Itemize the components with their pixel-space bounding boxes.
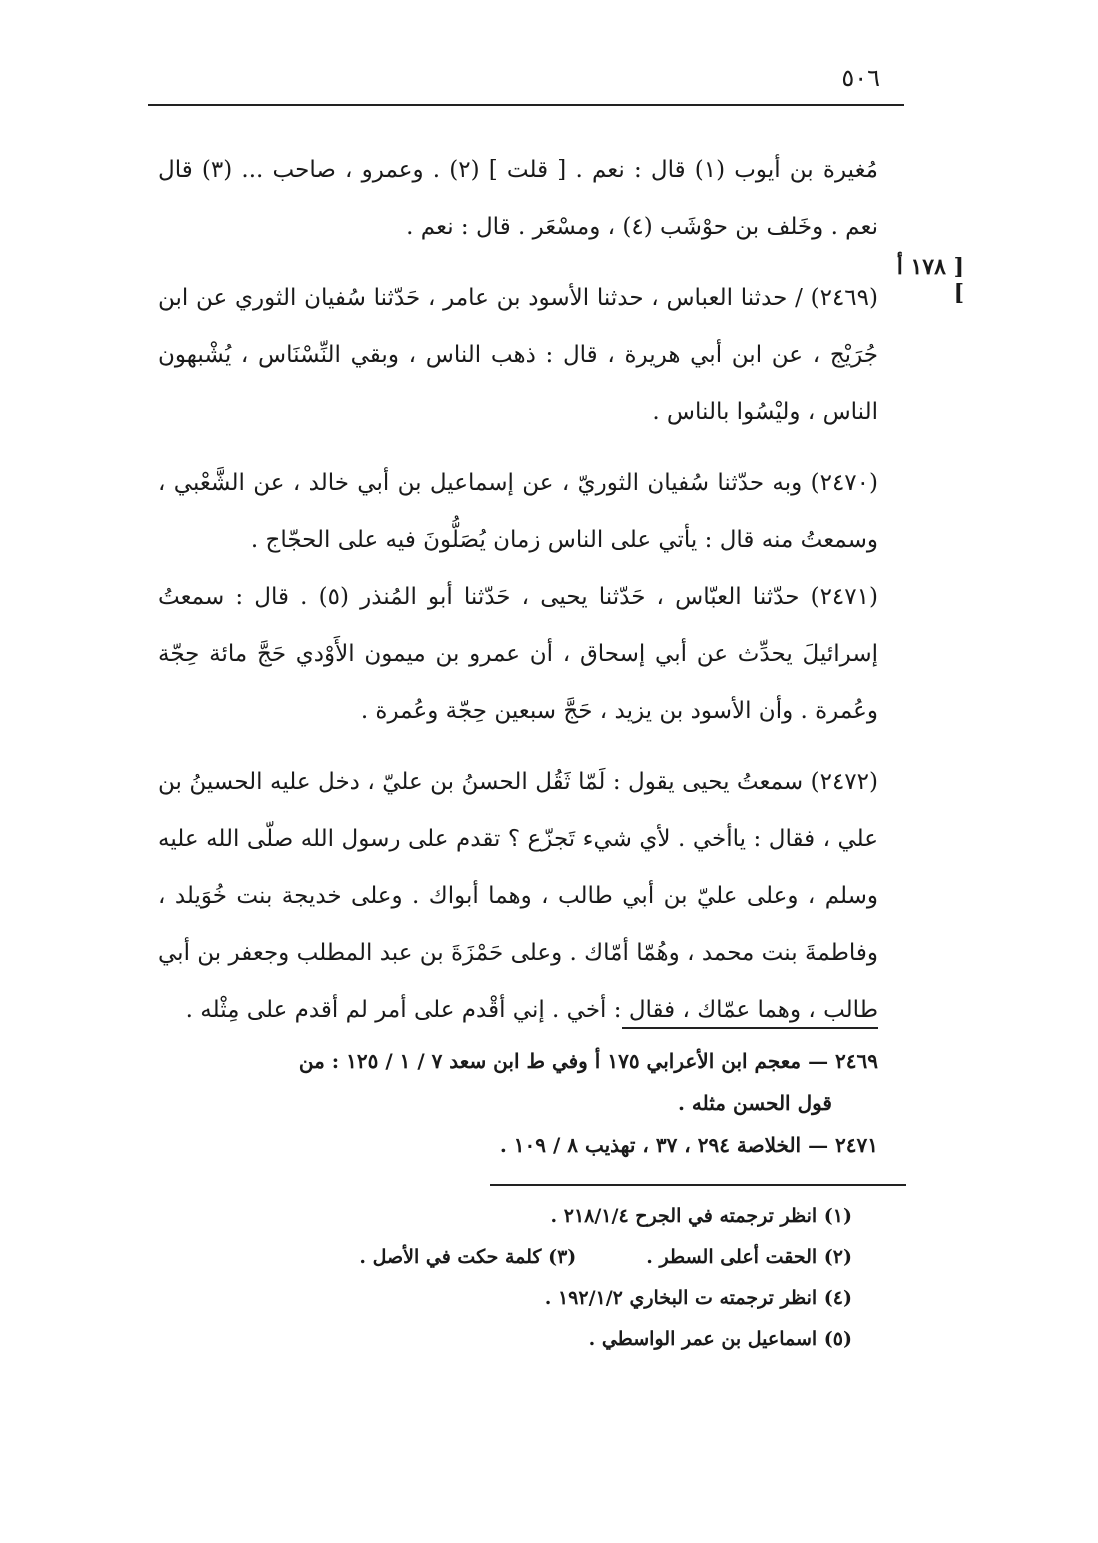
source-line: قول الحسن مثله .: [678, 1091, 832, 1115]
paragraph-2469: (٢٤٦٩) / حدثنا العباس ، حدثنا الأسود بن عامر ، حَدّثنا سُفيان الثوري عن ابن جُرَيْج ، عن ابن أبي هريرة ، قال : ذهب الناس ، وبقي النِّسْنَاس ، يُشْبهون الناس ، وليْسُوا بالناس .: [158, 285, 878, 425]
footnote-1: (١) انظر ترجمته في الجرح ٢١٨/١/٤ .: [550, 1205, 852, 1227]
footnote-2: (٢) الحقت أعلى السطر .: [646, 1246, 852, 1268]
paragraph-2470: (٢٤٧٠) وبه حدّثنا سُفيان الثوريّ ، عن إسماعيل بن أبي خالد ، عن الشَّعْبي ، وسمعتُ منه قال : يأتي على الناس زمان يُصَلُّونَ فيه على الحجّاج .: [158, 470, 878, 553]
footnotes-rule: [490, 1184, 906, 1186]
paragraph-2472: (٢٤٧٢) سمعتُ يحيى يقول : لَمّا ثَقُل الحسنُ بن عليّ ، دخل عليه الحسينُ بن علي ، فقال : ياأخي . لأي شيء تَجزّع ؟ تقدم على رسول الله صلّى الله عليه وسلم ، وعلى عليّ بن أبي طالب ، وهما أبواك . وعلى خديجة بنت خُوَيلد ، وفاطمةَ بنت محمد ، وهُمّا أمّاك . وعلى حَمْزَةَ بن عبد المطلب وجعفر بن أبي طالب ، وهما عمّاك ، فقال : أخي . إني أقْدم على أمر لم أقدم على مِثْله .: [158, 769, 878, 1023]
footnote-4: (٤) انظر ترجمته ت البخاري ١٩٢/١/٢ .: [544, 1287, 852, 1309]
footnote-5: (٥) اسماعيل بن عمر الواسطي .: [588, 1328, 852, 1350]
footnote-3: (٣) كلمة حكت في الأصل .: [359, 1246, 577, 1268]
header-rule: [148, 104, 904, 106]
sources-rule: [622, 1027, 878, 1029]
footnotes: [200, 1196, 852, 1360]
paragraph-continuation: مُغيرة بن أيوب (١) قال : نعم . [ قلت ] (٢) . وعمرو ، صاحب ... (٣) قال نعم . وخَلف بن حوْشَب (٤) ، ومسْعَر . قال : نعم .: [158, 157, 878, 240]
main-text: [158, 142, 878, 1039]
paragraph-2471: (٢٤٧١) حدّثنا العبّاس ، حَدّثنا يحيى ، حَدّثنا أبو المُنذر (٥) . قال : سمعتُ إسرائيلَ يحدِّث عن أبي إسحاق ، أن عمرو بن ميمون الأَوْدي حَجَّ مائة حِجّة وعُمرة . وأن الأسود بن يزيد ، حَجَّ سبعين حِجّة وعُمرة .: [158, 584, 878, 724]
source-line: ٢٤٦٩ — معجم ابن الأعرابي ١٧٥ أ وفي ط ابن سعد ٧ / ١ / ١٢٥ : من: [298, 1049, 878, 1073]
margin-folio-reference: [ ١٧٨ أ ]: [896, 254, 964, 306]
source-references: [160, 1040, 878, 1166]
page-number: ٥٠٦: [841, 64, 880, 92]
source-line: ٢٤٧١ — الخلاصة ٢٩٤ ، ٣٧ ، تهذيب ٨ / ١٠٩ .: [499, 1133, 878, 1157]
